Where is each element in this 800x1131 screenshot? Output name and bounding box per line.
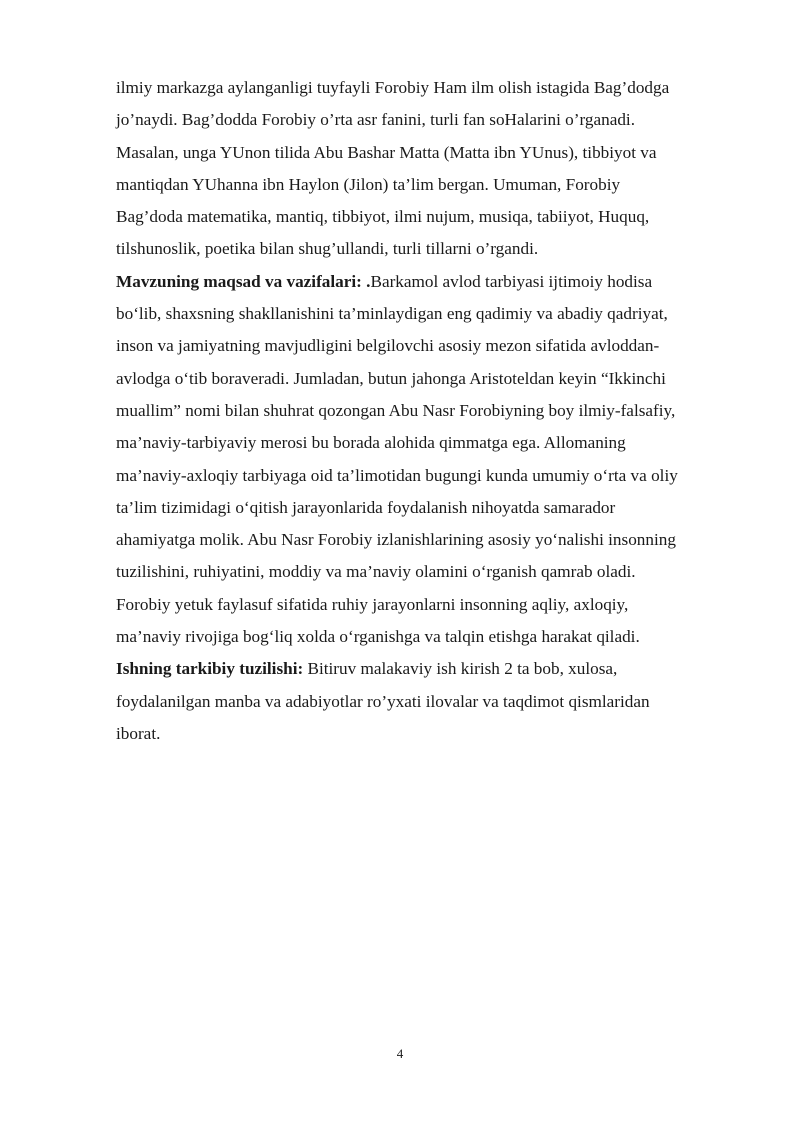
paragraph-line: avlodga o‘tib boraveradi. Jumladan, butun jahonga Aristoteldan keyin “Ikkinchi [116,368,666,388]
paragraph-line: Forobiy yetuk faylasuf sifatida ruhiy jarayonlarni insonning aqliy, axloqiy, [116,594,629,614]
paragraph-line: tuzilishini, ruhiyatini, moddiy va ma’naviy olamini o‘rganish qamrab oladi. [116,562,636,582]
paragraph-line: mantiqdan YUhanna ibn Haylon (Jilon) ta’lim bergan. Umuman, Forobiy [116,174,621,194]
paragraph-line: jo’naydi. Bag’dodda Forobiy o’rta asr fanini, turli fan soHalarini o’rganadi. [116,110,635,130]
paragraph-line: Bag’doda matematika, mantiq, tibbiyot, ilmi nujum, musiqa, tabiiyot, Huquq, [116,207,650,227]
paragraph-line: ilmiy markazga aylanganligi tuyfayli Forobiy Ham ilm olish istagida Bag’dodga [116,78,670,97]
section-structure-first-line [116,653,736,685]
section-goals-text-start: Barkamol avlod tarbiyasi ijtimoiy hodisa [370,271,653,291]
paragraph-line: iborat. [116,723,161,743]
paragraph-line: ma’naviy-axloqiy tarbiyaga oid ta’limotidan bugungi kunda umumiy o‘rta va oliy [116,465,678,485]
paragraph-line: ma’naviy-tarbiyaviy merosi bu borada alohida qimmatga ega. Allomaning [116,433,626,453]
paragraph-line: inson va jamiyatning mavjudligini belgilovchi asosiy mezon sifatida avloddan- [116,336,660,356]
paragraph-line: muallim” nomi bilan shuhrat qozongan Abu Nasr Forobiyning boy ilmiy-falsafiy, [116,400,676,420]
paragraph-line: tilshunoslik, poetika bilan shug’ullandi, turli tillarni o’rgandi. [116,239,539,259]
paragraph-line: ta’lim tizimidagi o‘qitish jarayonlarida foydalanish nihoyatda samarador [116,497,616,517]
body-text [116,72,736,750]
paragraph-line: ahamiyatga molik. Abu Nasr Forobiy izlanishlarining asosiy yo‘nalishi insonning [116,530,676,550]
paragraph-line: bo‘lib, shaxsning shakllanishini ta’minlaydigan eng qadimiy va abadiy qadriyat, [116,304,668,324]
section-goals-first-line [116,266,736,298]
paragraph-line: ma’naviy rivojiga bog‘liq xolda o‘rganishga va talqin etishga harakat qiladi. [116,627,640,647]
section-heading-structure: Ishning tarkibiy tuzilishi: [116,659,304,679]
paragraph-line: Masalan, unga YUnon tilida Abu Bashar Matta (Matta ibn YUnus), tibbiyot va [116,142,657,162]
section-structure-text-start: Bitiruv malakaviy ish kirish 2 ta bob, xulosa, [303,659,618,679]
page-number: 4 [396,1046,404,1061]
section-heading-goals: Mavzuning maqsad va vazifalari: . [116,271,371,291]
paragraph-line: foydalanilgan manba va adabiyotlar ro’yxati ilovalar va taqdimot qismlaridan [116,691,650,711]
